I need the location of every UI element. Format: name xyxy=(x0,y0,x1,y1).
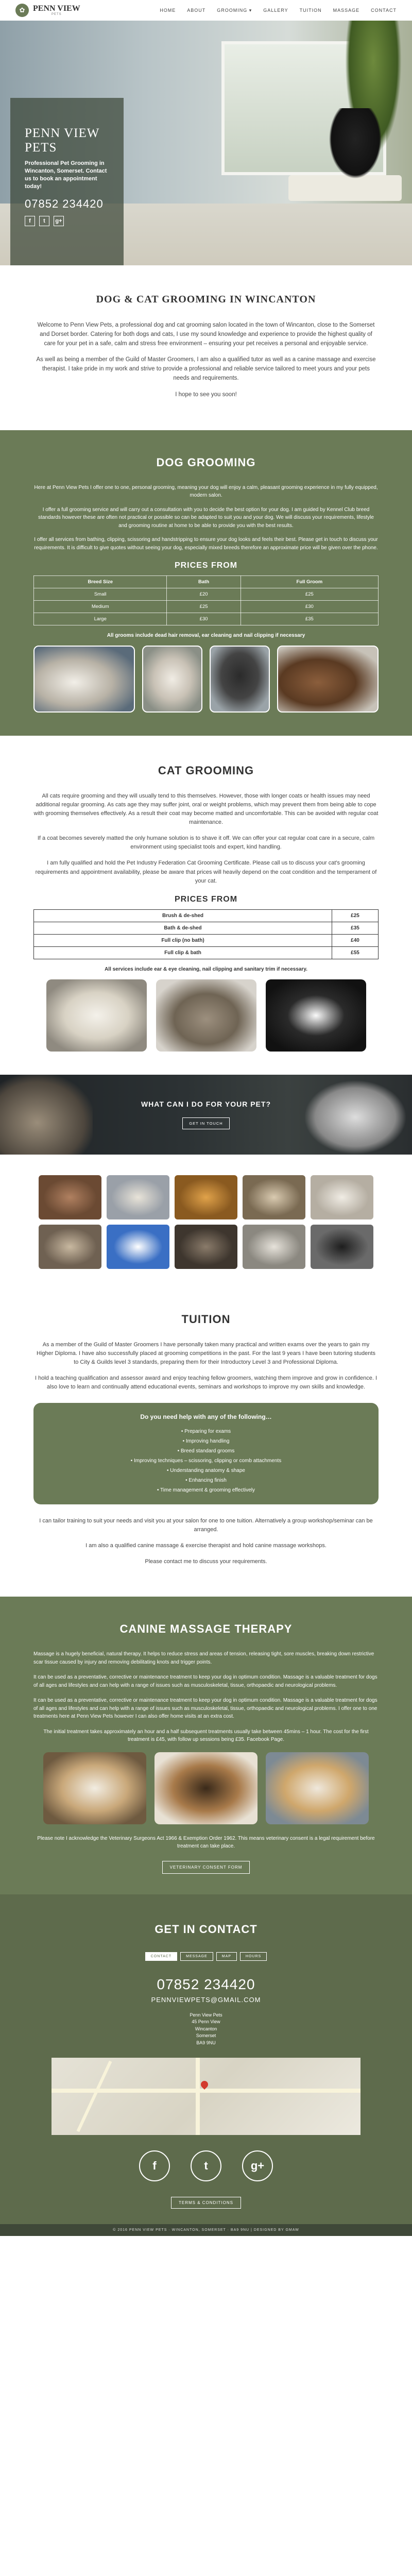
page-title: DOG & CAT GROOMING IN WINCANTON xyxy=(96,294,316,305)
table-cell: Large xyxy=(34,613,167,625)
tuition-section xyxy=(0,1284,412,1597)
hero-title xyxy=(25,126,109,155)
dog-grooming-section xyxy=(0,430,412,736)
cat-paragraph: I am fully qualified and hold the Pet Industry Federation Cat Grooming Certificate. Please call us to discuss your cat's grooming requirements and appointment availability, please be aware that prices will heavily depend on the coat condition and the temperament of your cat. xyxy=(35,860,377,884)
table-row xyxy=(34,601,379,613)
address-line: Penn View Pets xyxy=(190,2012,222,2018)
nav-about[interactable]: ABOUT xyxy=(187,7,206,13)
table-row xyxy=(34,613,379,625)
hero-title-line2: PETS xyxy=(25,140,57,155)
cta-title: WHAT CAN I DO FOR YOUR PET? xyxy=(141,1099,271,1108)
logo-title: PENN VIEW xyxy=(33,4,80,13)
cat-grooming-note: All services include ear & eye cleaning, nail clipping and sanitary trim if necessary. xyxy=(105,966,307,972)
cat-photo-row xyxy=(33,979,379,1052)
banner-cat-image xyxy=(0,1075,93,1155)
google-plus-icon[interactable]: g+ xyxy=(54,216,64,226)
table-cell: £20 xyxy=(167,588,241,601)
google-plus-icon[interactable]: g+ xyxy=(242,2150,273,2181)
nav-tuition[interactable]: TUITION xyxy=(299,7,322,13)
contact-tabs xyxy=(145,1952,267,1961)
gallery-grid xyxy=(0,1155,412,1284)
table-cell: £25 xyxy=(332,909,379,922)
logo-subtitle: PETS xyxy=(52,13,62,16)
massage-photo xyxy=(43,1752,146,1824)
table-cell: £25 xyxy=(167,601,241,613)
gallery-image[interactable] xyxy=(243,1225,305,1269)
dog-paragraph: I offer a full grooming service and will carry out a consultation with you to decide the best option for your dog. I am guided by Kennel Club breed standards however these are often not practical or possible so can be adapted to suit you and your dog. We will discuss your requirements, lifestyle and grooming routine at home to be able to provide you with the best results. xyxy=(38,506,374,529)
map-road xyxy=(77,2061,112,2132)
social-links xyxy=(52,2150,360,2181)
cat-price-table xyxy=(33,909,379,959)
cta-banner xyxy=(0,1075,412,1155)
cat-prices-heading: PRICES FROM xyxy=(174,894,238,904)
gallery-image[interactable] xyxy=(175,1175,237,1219)
list-item: • Breed standard grooms xyxy=(177,1448,235,1454)
hero-panel xyxy=(10,98,124,265)
hero-phone[interactable]: 07852 234420 xyxy=(25,197,104,211)
dog-paragraph: Here at Penn View Pets I offer one to one, personal grooming, meaning your dog will enjoy a calm, pleasant grooming experience in my fully equipped, modern salon. xyxy=(34,484,378,499)
nav-gallery[interactable]: GALLERY xyxy=(263,7,288,13)
cat-grooming-heading: CAT GROOMING xyxy=(158,764,254,777)
contact-email[interactable]: PENNVIEWPETS@GMAIL.COM xyxy=(151,1995,261,2004)
table-cell: Full clip & bath xyxy=(34,946,332,959)
table-row xyxy=(34,588,379,601)
table-header: Breed Size xyxy=(34,576,167,588)
address-line: 45 Penn View xyxy=(192,2019,220,2025)
massage-paragraph: It can be used as a preventative, corrective or maintenance treatment to keep your dog in optimum condition. Massage is a valuable treatment for dogs of all ages and lifestyles and can help with a range of issues such as musculoskeletal, tissue, orthopaedic and neurological problems. xyxy=(33,1674,377,1688)
intro-paragraph: Welcome to Penn View Pets, a professional dog and cat grooming salon located in the town of Wincanton, close to the Somerset and Dorset border. Catering for both dogs and cats, I use my sound knowledge and experience to provide the highest quality of care for your pet in a safe, calm and stress free environment – ensuring your pet receives a personal and enjoyable service. xyxy=(37,322,375,347)
facebook-icon[interactable]: f xyxy=(25,216,35,226)
dog-grooming-note: All grooms include dead hair removal, ear cleaning and nail clipping if necessary xyxy=(107,633,305,639)
table-cell: £35 xyxy=(241,613,378,625)
facebook-icon[interactable]: f xyxy=(139,2150,170,2181)
site-header xyxy=(0,0,412,21)
table-cell: £35 xyxy=(332,922,379,934)
table-header: Full Groom xyxy=(241,576,378,588)
cat-photo xyxy=(156,979,256,1052)
address-line: BA9 9NU xyxy=(196,2040,216,2045)
table-row xyxy=(34,934,379,946)
list-item: • Preparing for exams xyxy=(181,1428,231,1434)
address-line: Wincanton xyxy=(195,2026,217,2031)
dog-prices-heading: PRICES FROM xyxy=(174,561,238,570)
footer: © 2016 PENN VIEW PETS · WINCANTON, SOMERSET · BA9 9NU | DESIGNED BY GMAW xyxy=(0,2224,412,2236)
table-cell: £40 xyxy=(332,934,379,946)
twitter-icon[interactable]: t xyxy=(191,2150,221,2181)
map-pin-icon xyxy=(199,2079,210,2090)
help-box xyxy=(33,1403,379,1504)
tab-hours[interactable]: HOURS xyxy=(240,1952,267,1961)
table-row xyxy=(34,922,379,934)
logo[interactable] xyxy=(15,4,80,17)
vet-consent-button[interactable]: VETERINARY CONSENT FORM xyxy=(162,1861,250,1874)
help-list xyxy=(49,1427,363,1495)
table-cell: Full clip (no bath) xyxy=(34,934,332,946)
contact-phone[interactable]: 07852 234420 xyxy=(157,1976,255,1992)
dog-photo xyxy=(142,646,202,713)
table-cell: £55 xyxy=(332,946,379,959)
nav-massage[interactable]: MASSAGE xyxy=(333,7,360,13)
cat-paragraph: All cats require grooming and they will usually tend to this themselves. However, those with longer coats or health issues may need additional regular grooming. As cats age they may suffer joint, oral or weight problems, which may prevent them from being able to cope with grooming themselves effectively. As a result their coat may become matted and uncomfortable. This can be avoided with regular coat maintenance. xyxy=(33,793,379,826)
table-cell: Brush & de-shed xyxy=(34,909,332,922)
table-row xyxy=(34,946,379,959)
tuition-heading: TUITION xyxy=(181,1312,231,1326)
massage-paragraph: The initial treatment takes approximately an hour and a half subsequent treatments usually take between 45mins – 1 hour. The cost for the first treatment is £45, with follow up sessions being £35. Facebook Page. xyxy=(43,1728,369,1743)
gallery-image[interactable] xyxy=(243,1175,305,1219)
dog-photo xyxy=(210,646,270,713)
massage-paragraph: It can be used as a preventative, corrective or maintenance treatment to keep your dog in optimum condition. Massage is a valuable treatment for dogs of all ages and lifestyles and can help with a range of issues such as musculoskeletal, tissue, orthopaedic and neurological problems. I offer one to one treatments here at Penn View Pets however I can also offer home visits at an extra cost. xyxy=(33,1698,377,1720)
table-cell: £30 xyxy=(167,613,241,625)
table-cell: Medium xyxy=(34,601,167,613)
table-cell: £30 xyxy=(241,601,378,613)
list-item: • Understanding anatomy & shape xyxy=(167,1467,245,1473)
table-cell: Small xyxy=(34,588,167,601)
hero-title-line1: PENN VIEW xyxy=(25,126,100,140)
tuition-paragraph: I hold a teaching qualification and assessor award and enjoy teaching fellow groomers, watching them improve and grow in confidence. I also love to learn and continually attend educational events, seminars and workshops to improve my own skills and knowledge. xyxy=(35,1375,377,1390)
gallery-image[interactable] xyxy=(107,1175,169,1219)
contact-section xyxy=(0,1894,412,2225)
contact-heading: GET IN CONTACT xyxy=(154,1922,258,1936)
banner-dog-image xyxy=(304,1080,407,1155)
hero-social-links xyxy=(25,216,109,226)
tab-map[interactable]: MAP xyxy=(216,1952,237,1961)
dog-photo xyxy=(277,646,379,713)
tuition-paragraph: I am also a qualified canine massage & exercise therapist and hold canine massage workshops. xyxy=(85,1542,327,1549)
hero-dog-image xyxy=(324,108,386,185)
massage-paragraph: Please note I acknowledge the Veterinary Surgeons Act 1966 & Exemption Order 1962. This means veterinary consent is a legal requirement before treatment can take place. xyxy=(37,1835,375,1850)
tab-contact[interactable]: CONTACT xyxy=(145,1952,177,1961)
massage-photo-row xyxy=(33,1752,379,1824)
nav-grooming[interactable]: GROOMING ▾ xyxy=(217,7,252,13)
twitter-icon[interactable]: t xyxy=(39,216,49,226)
list-item: • Improving techniques – scissoring, clipping or comb attachments xyxy=(130,1458,282,1464)
cat-paragraph: If a coat becomes severely matted the only humane solution is to shave it off. We can offer your cat regular coat care in a secure, calm environment using specialist tools and expert, kind handling. xyxy=(37,835,375,851)
map-road xyxy=(196,2058,200,2135)
massage-paragraph: Massage is a hugely beneficial, natural therapy. It helps to reduce stress and areas of tension, releasing tight, sore muscles, breaking down restrictive scar tissue caused by injury and removing debilitating knots and trigger points. xyxy=(33,1651,374,1665)
nav-home[interactable]: HOME xyxy=(160,7,176,13)
tuition-paragraph: Please contact me to discuss your requirements. xyxy=(145,1558,267,1565)
cat-photo xyxy=(46,979,147,1052)
dog-grooming-heading: DOG GROOMING xyxy=(156,455,256,469)
massage-heading: CANINE MASSAGE THERAPY xyxy=(119,1622,293,1636)
gallery-image[interactable] xyxy=(175,1225,237,1269)
intro-paragraph: As well as being a member of the Guild of Master Groomers, I am also a qualified tutor as well as a canine massage and exercise therapist. I take pride in my work and strive to provide a professional and reliable service tailored to meet yours and your pets needs and requirements. xyxy=(36,357,376,382)
nav-contact[interactable]: CONTACT xyxy=(371,7,397,13)
gallery-image[interactable] xyxy=(39,1175,101,1219)
table-header-row xyxy=(34,576,379,588)
intro-section xyxy=(0,265,412,430)
gallery-image[interactable] xyxy=(39,1225,101,1269)
address-line: Somerset xyxy=(196,2033,216,2039)
gallery-image[interactable] xyxy=(107,1225,169,1269)
intro-paragraph: I hope to see you soon! xyxy=(175,391,237,398)
gallery-image[interactable] xyxy=(311,1225,373,1269)
hero-subtitle: Professional Pet Grooming in Wincanton, Somerset. Contact us to book an appointment today! xyxy=(25,160,107,190)
cat-grooming-section xyxy=(0,736,412,1074)
tab-message[interactable]: MESSAGE xyxy=(180,1952,213,1961)
tuition-paragraph: As a member of the Guild of Master Groomers I have personally taken many practical and written exams over the years to gain my Higher Diploma. I have also successfully placed at grooming competitions in the past. For the last 9 years I have been tutoring students to City & Guilds level 3 standards, preparing them for their Introductory Level 3 and Professional Diploma. xyxy=(37,1341,375,1365)
massage-section xyxy=(0,1597,412,1894)
dog-photo-row xyxy=(33,646,379,713)
massage-photo xyxy=(154,1752,258,1824)
list-item: • Time management & grooming effectively xyxy=(157,1487,255,1493)
table-row xyxy=(34,909,379,922)
massage-photo xyxy=(266,1752,369,1824)
address-block xyxy=(52,2012,360,2047)
table-header: Bath xyxy=(167,576,241,588)
paw-icon: ✿ xyxy=(15,4,29,17)
dog-photo xyxy=(33,646,135,713)
dog-paragraph: I offer all services from bathing, clipping, scissoring and handstripping to ensure your dog looks and feels their best. Please get in touch to discuss your requirements. It is difficult to give quotes without seeing your dog, especially mixed breeds therefore an approximate price will be given over the phone. xyxy=(34,537,378,551)
dog-price-table xyxy=(33,575,379,625)
help-title: Do you need help with any of the following… xyxy=(140,1413,272,1420)
terms-button[interactable]: TERMS & CONDITIONS xyxy=(171,2197,241,2209)
tuition-paragraph: I can tailor training to suit your needs and visit you at your salon for one to one tuition. Alternatively a group workshop/seminar can be arranged. xyxy=(39,1517,373,1533)
get-in-touch-button[interactable]: GET IN TOUCH xyxy=(182,1117,229,1129)
list-item: • Improving handling xyxy=(182,1438,230,1444)
hero-banner xyxy=(0,21,412,265)
gallery-image[interactable] xyxy=(311,1175,373,1219)
list-item: • Enhancing finish xyxy=(185,1477,227,1483)
cat-photo xyxy=(266,979,366,1052)
location-map[interactable] xyxy=(52,2058,360,2135)
main-nav xyxy=(160,8,397,13)
table-cell: £25 xyxy=(241,588,378,601)
table-cell: Bath & de-shed xyxy=(34,922,332,934)
